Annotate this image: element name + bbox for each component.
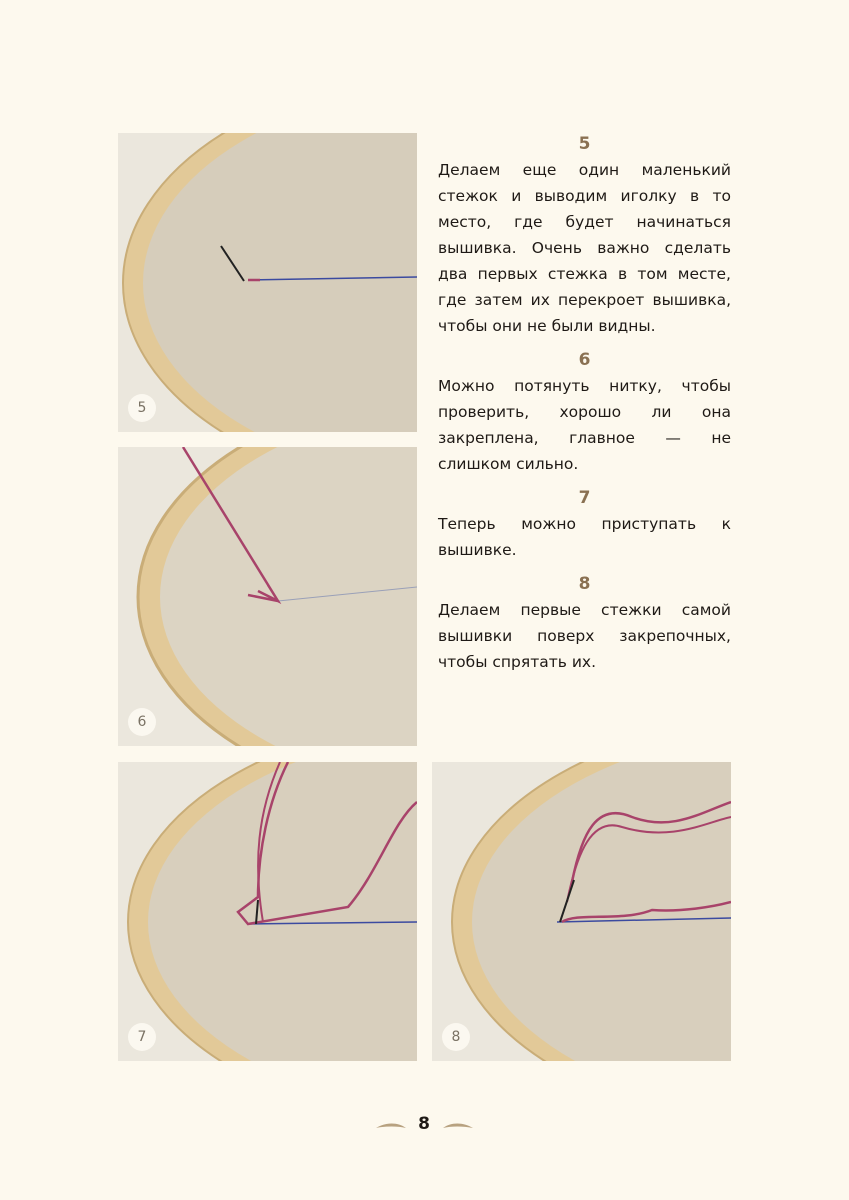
page-number: 8: [418, 1114, 430, 1134]
photo-number-badge: 8: [442, 1023, 470, 1051]
photo-step-8: [432, 762, 731, 1061]
step-number: 6: [578, 350, 591, 370]
embroidery-hoop-illustration: [118, 762, 417, 1061]
step-5: [438, 133, 731, 339]
photo-step-5: [118, 133, 417, 432]
embroidery-hoop-illustration: [118, 133, 417, 432]
step-number: 7: [578, 488, 591, 508]
step-8: [438, 573, 731, 675]
step-text: Делаем первые стежки самой вышивки поверх закрепочных, чтобы спрятать их.: [438, 601, 731, 671]
step-7: [438, 487, 731, 563]
step-6: [438, 349, 731, 477]
instruction-steps: [438, 133, 731, 685]
page-footer: [0, 1110, 849, 1144]
right-ornament-icon: [443, 1122, 473, 1134]
step-text: Можно потянуть нитку, чтобы проверить, хорошо ли она закреплена, главное — не слишком сильно.: [438, 377, 731, 473]
photo-step-6: [118, 447, 417, 746]
step-number: 5: [578, 134, 591, 154]
step-text: Делаем еще один маленький стежок и выводим иголку в то место, где будет начинаться вышивка. Очень важно сделать два первых стежка в том месте, где затем их перекроет вышивка, чтобы они не были видны.: [438, 161, 731, 335]
left-ornament-icon: [376, 1122, 406, 1134]
embroidery-hoop-illustration: [118, 447, 417, 746]
photo-number-badge: 7: [128, 1023, 156, 1051]
photo-step-7: [118, 762, 417, 1061]
embroidery-hoop-illustration: [432, 762, 731, 1061]
photo-number-badge: 6: [128, 708, 156, 736]
step-text: Теперь можно приступать к вышивке.: [438, 515, 731, 559]
step-number: 8: [578, 574, 591, 594]
photo-number-badge: 5: [128, 394, 156, 422]
